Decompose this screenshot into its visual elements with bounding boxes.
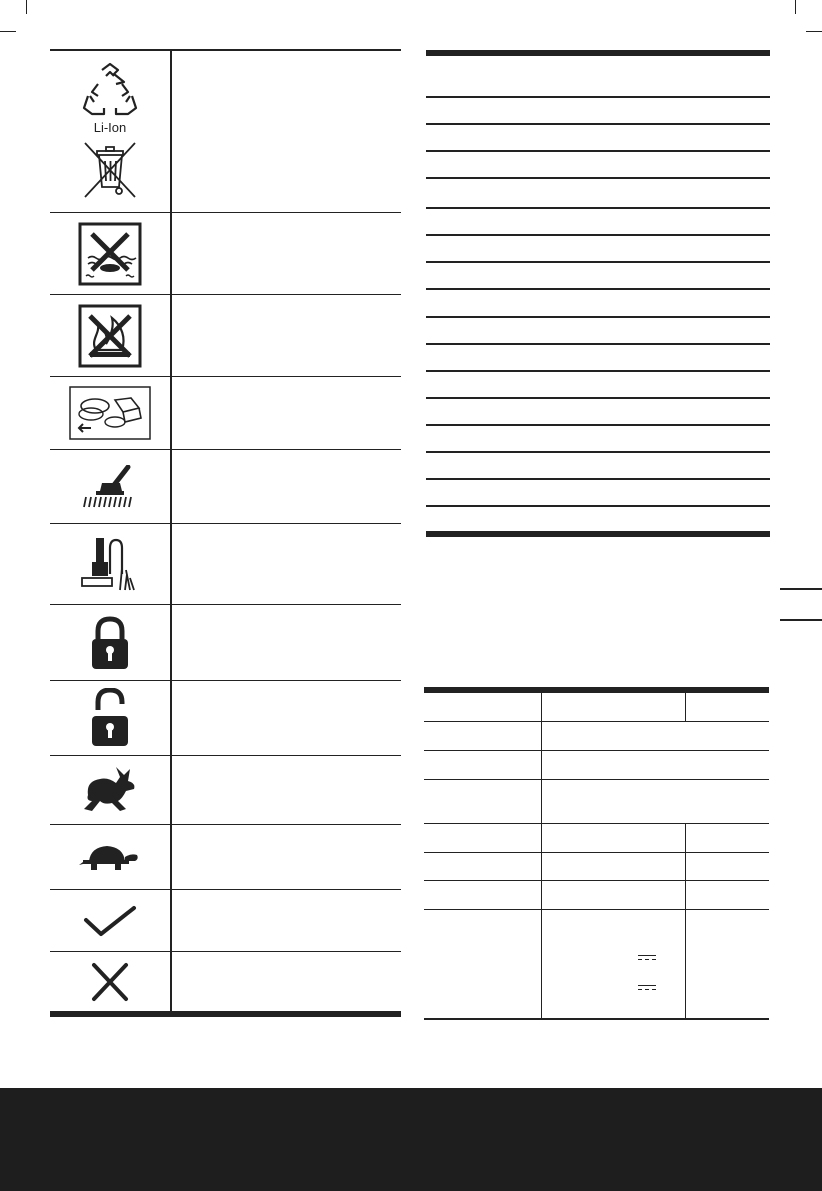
spec-row	[426, 372, 770, 399]
do-not-dispose-in-fire-icon	[78, 304, 142, 368]
symbol-description	[174, 51, 401, 212]
section-header-space	[426, 56, 770, 98]
symbol-icon-cell	[50, 524, 172, 604]
spec-row	[426, 152, 770, 179]
spec-row	[426, 263, 770, 290]
spec-row	[426, 236, 770, 263]
technical-data-list	[426, 50, 770, 537]
symbol-description	[174, 524, 401, 604]
table-rule	[424, 852, 769, 853]
symbol-icon-cell	[50, 605, 172, 680]
symbol-description	[174, 890, 401, 951]
symbol-row-lock	[50, 605, 401, 681]
spec-row	[426, 399, 770, 426]
symbol-row-recycling	[50, 51, 401, 213]
table-bottom-rule	[50, 1011, 401, 1017]
table-rule	[424, 779, 769, 780]
lock-icon	[90, 615, 130, 671]
footer-bar	[0, 1088, 822, 1191]
symbol-table	[50, 49, 401, 1017]
symbol-row-slow	[50, 825, 401, 890]
table-header-rule	[424, 687, 769, 693]
symbol-row-no-fire	[50, 295, 401, 377]
language-tab-marker	[780, 588, 822, 590]
check-mark-icon	[83, 904, 137, 938]
table-rule	[424, 880, 769, 881]
do-not-immerse-in-water-icon	[78, 222, 142, 286]
symbol-description	[174, 605, 401, 680]
rabbit-fast-speed-icon	[78, 765, 142, 815]
symbol-row-correct	[50, 890, 401, 952]
symbol-row-wrong	[50, 952, 401, 1011]
battery-charger-icon	[69, 386, 151, 440]
spec-row	[426, 345, 770, 372]
spec-row	[426, 209, 770, 236]
spec-row	[426, 179, 770, 209]
direct-current-symbol	[638, 985, 656, 990]
symbol-description	[174, 756, 401, 824]
symbol-icon-cell	[50, 450, 172, 523]
spec-row	[426, 480, 770, 507]
symbol-row-cutting-height	[50, 450, 401, 524]
symbol-row-charger	[50, 377, 401, 450]
symbol-icon-cell	[50, 756, 172, 824]
symbol-description	[174, 952, 401, 1011]
turtle-slow-speed-icon	[79, 843, 141, 871]
symbol-row-fast	[50, 756, 401, 825]
symbol-icon-cell	[50, 952, 172, 1011]
table-rule	[424, 750, 769, 751]
symbol-icon-cell	[50, 890, 172, 951]
noise-vibration-table	[424, 687, 769, 1020]
cross-mark-icon	[90, 961, 130, 1003]
table-rule	[424, 909, 769, 910]
symbol-icon-cell	[50, 51, 172, 212]
symbol-description	[174, 450, 401, 523]
symbol-icon-cell	[50, 825, 172, 889]
table-bottom-rule	[424, 1018, 769, 1020]
symbol-icon-cell	[50, 377, 172, 449]
symbol-description	[174, 681, 401, 755]
li-ion-recycling-icon	[78, 62, 142, 118]
spec-row	[426, 290, 770, 318]
symbol-icon-cell	[50, 295, 172, 376]
table-rule	[424, 721, 769, 722]
symbol-description	[174, 377, 401, 449]
column-divider	[541, 693, 542, 1020]
direct-current-symbol	[638, 955, 656, 960]
edge-trimming-icon	[80, 534, 140, 594]
symbol-icon-cell	[50, 213, 172, 294]
symbol-row-unlock	[50, 681, 401, 756]
spec-row	[426, 125, 770, 152]
table-rule	[424, 823, 769, 824]
symbol-description	[174, 295, 401, 376]
symbol-description	[174, 825, 401, 889]
unlock-icon	[90, 688, 130, 748]
cutting-height-adjustment-icon	[80, 465, 140, 509]
li-ion-label: Li-Ion	[93, 120, 127, 135]
column-divider	[685, 693, 686, 721]
language-tab-marker	[780, 619, 822, 621]
section-footer-bar	[426, 531, 770, 537]
spec-row	[426, 318, 770, 345]
symbol-description	[174, 213, 401, 294]
spec-row	[426, 426, 770, 453]
crop-mark	[0, 31, 16, 32]
crop-mark	[806, 31, 822, 32]
symbol-row-edge-trimming	[50, 524, 401, 605]
symbol-row-no-water	[50, 213, 401, 295]
symbol-icon-cell	[50, 681, 172, 755]
spec-row	[426, 453, 770, 480]
spec-row	[426, 98, 770, 125]
crop-mark	[795, 0, 796, 14]
column-divider	[685, 823, 686, 1020]
crossed-out-wheelie-bin-icon	[81, 139, 139, 201]
crop-mark	[26, 0, 27, 14]
